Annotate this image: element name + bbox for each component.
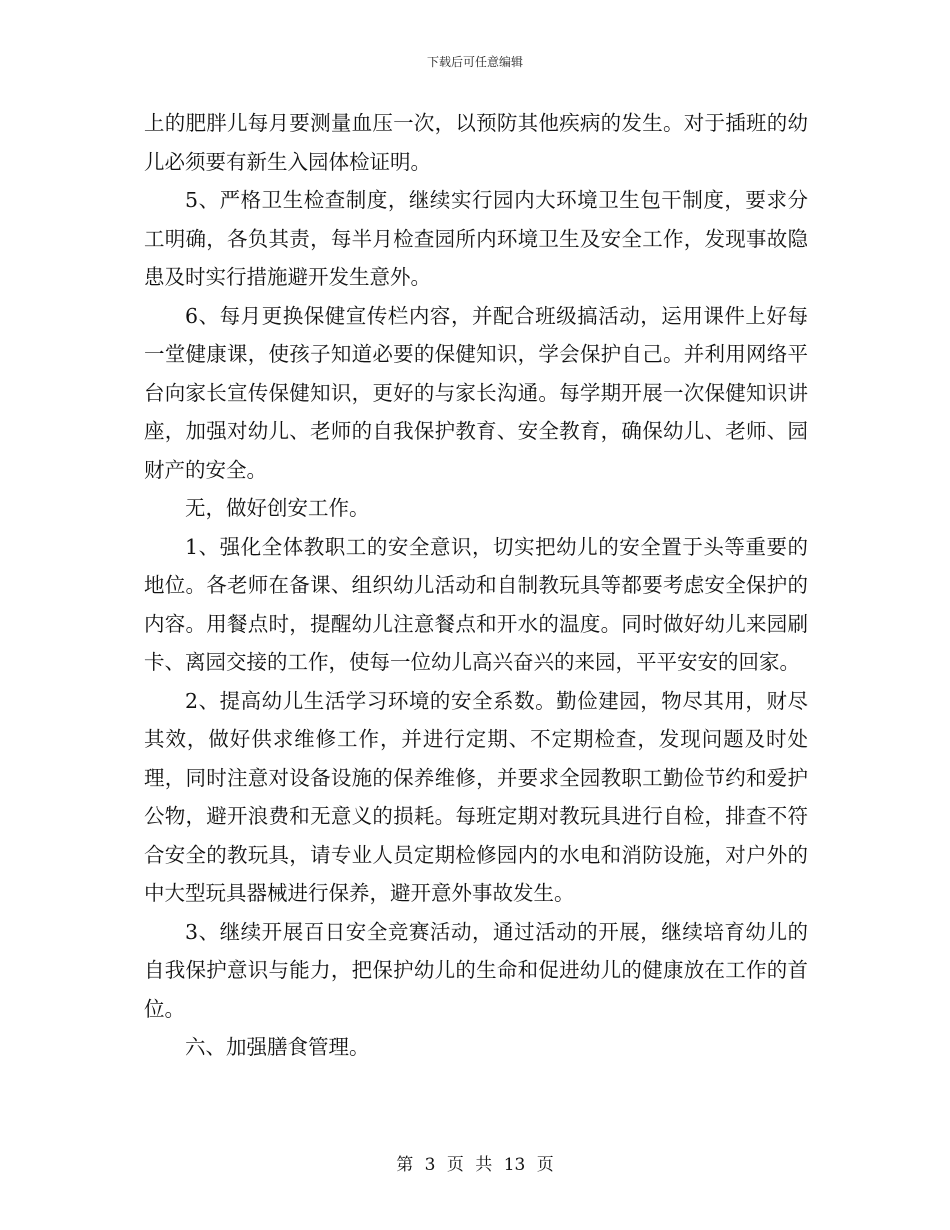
paragraph-item-6: 6、每月更换保健宣传栏内容，并配合班级搞活动，运用课件上好每一堂健康课，使孩子知道必要的保健知识，学会保护自己。并利用网络平台向家长宣传保健知识，更好的与家长沟通。每学期开展一次保健知识讲座，加强对幼儿、老师的自我保护教育、安全教育，确保幼儿、老师、园财产的安全。 [144,303,808,482]
paragraph-safety-3: 3、继续开展百日安全竞赛活动，通过活动的开展，继续培育幼儿的自我保护意识与能力，把保护幼儿的生命和促进幼儿的健康放在工作的首位。 [144,919,808,1021]
paragraph-item-5: 5、严格卫生检查制度，继续实行园内大环境卫生包干制度，要求分工明确，各负其责，每半月检查园所内环境卫生及安全工作，发现事故隐患及时实行措施避开发生意外。 [144,188,808,289]
section-heading-safety: 无，做好创安工作。 [185,496,370,520]
page-header: 下载后可任意编辑 [426,55,523,69]
page-number-footer: 第 3 页 共 13 页 [396,1155,554,1175]
section-heading-meals: 六、加强膳食管理。 [185,1035,370,1059]
paragraph-continuation: 上的肥胖儿每月要测量血压一次，以预防其他疾病的发生。对于插班的幼儿必须要有新生入园体检证明。 [144,111,808,174]
paragraph-safety-1: 1、强化全体教职工的安全意识，切实把幼儿的安全置于头等重要的地位。各老师在备课、组织幼儿活动和自制教玩具等都要考虑安全保护的内容。用餐点时，提醒幼儿注意餐点和开水的温度。同时做好幼儿来园刷卡、离园交接的工作，使每一位幼儿高兴奋兴的来园，平平安安的回家。 [144,534,808,674]
document-body [144,104,808,1067]
paragraph-safety-2: 2、提高幼儿生活学习环境的安全系数。勤俭建园，物尽其用，财尽其效，做好供求维修工作，并进行定期、不定期检查，发现问题及时处理，同时注意对设备设施的保养维修，并要求全园教职工勤俭节约和爱护公物，避开浪费和无意义的损耗。每班定期对教玩具进行自检，排查不符合安全的教玩具，请专业人员定期检修园内的水电和消防设施，对户外的中大型玩具器械进行保养，避开意外事故发生。 [144,688,808,905]
